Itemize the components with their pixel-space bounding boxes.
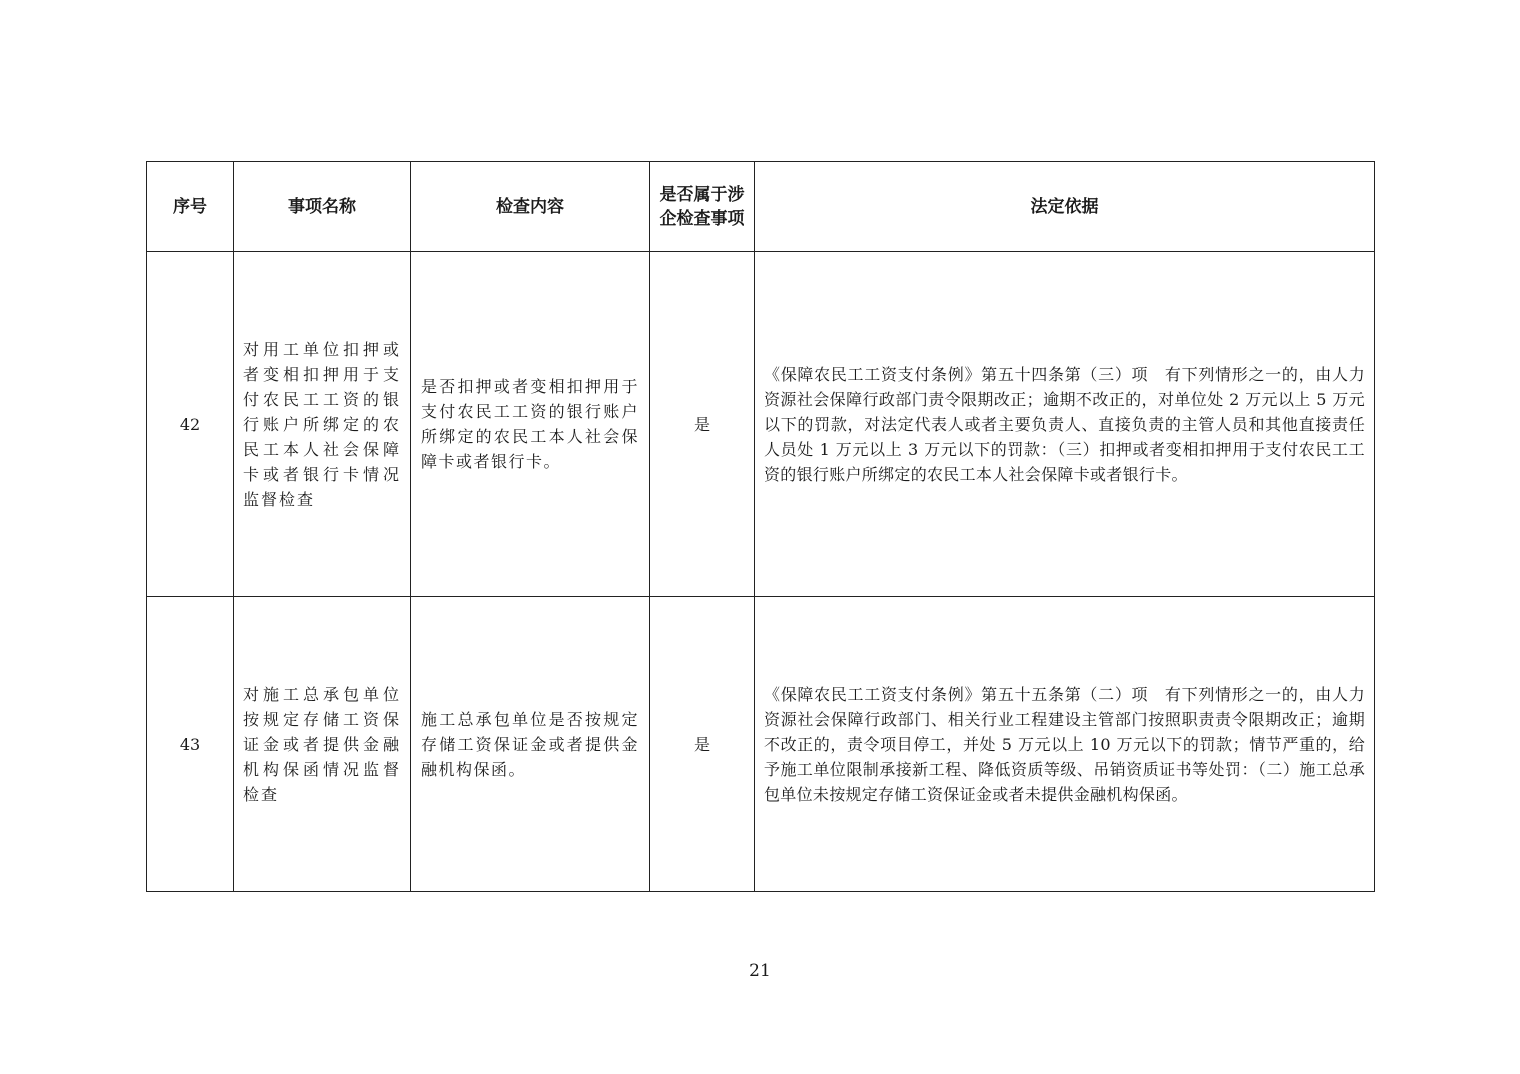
header-inspection-content: 检查内容 — [411, 162, 650, 252]
header-serial-number: 序号 — [147, 162, 234, 252]
cell-serial-number: 43 — [147, 597, 234, 892]
cell-enterprise-related-flag: 是 — [650, 252, 755, 597]
table-row — [147, 252, 1375, 597]
cell-item-name: 对用工单位扣押或者变相扣押用于支付农民工工资的银行账户所绑定的农民工本人社会保障卡或者银行卡情况监督检查 — [234, 252, 411, 597]
cell-serial-number: 42 — [147, 252, 234, 597]
header-enterprise-related-flag: 是否属于涉企检查事项 — [650, 162, 755, 252]
cell-inspection-content: 是否扣押或者变相扣押用于支付农民工工资的银行账户所绑定的农民工本人社会保障卡或者银行卡。 — [411, 252, 650, 597]
table-row — [147, 597, 1375, 892]
header-legal-basis: 法定依据 — [755, 162, 1375, 252]
cell-legal-basis: 《保障农民工工资支付条例》第五十四条第（三）项 有下列情形之一的，由人力资源社会保障行政部门责令限期改正；逾期不改正的，对单位处 2 万元以上 5 万元以下的罚款，对法定代表人或者主要负责人、直接负责的主管人员和其他直接责任人员处 1 万元以上 3 万元以下的罚款：（三）扣押或者变相扣押用于支付农民工工资的银行账户所绑定的农民工本人社会保障卡或者银行卡。 — [755, 252, 1375, 597]
inspection-items-table — [146, 161, 1375, 892]
cell-inspection-content: 施工总承包单位是否按规定存储工资保证金或者提供金融机构保函。 — [411, 597, 650, 892]
header-item-name: 事项名称 — [234, 162, 411, 252]
cell-enterprise-related-flag: 是 — [650, 597, 755, 892]
page-number: 21 — [749, 961, 771, 981]
cell-item-name: 对施工总承包单位按规定存储工资保证金或者提供金融机构保函情况监督检查 — [234, 597, 411, 892]
table-header-row — [147, 162, 1375, 252]
cell-legal-basis: 《保障农民工工资支付条例》第五十五条第（二）项 有下列情形之一的，由人力资源社会保障行政部门、相关行业工程建设主管部门按照职责责令限期改正；逾期不改正的，责令项目停工，并处 5 万元以上 10 万元以下的罚款；情节严重的，给予施工单位限制承接新工程、降低资质等级、吊销资质证书等处罚：（二）施工总承包单位未按规定存储工资保证金或者未提供金融机构保函。 — [755, 597, 1375, 892]
